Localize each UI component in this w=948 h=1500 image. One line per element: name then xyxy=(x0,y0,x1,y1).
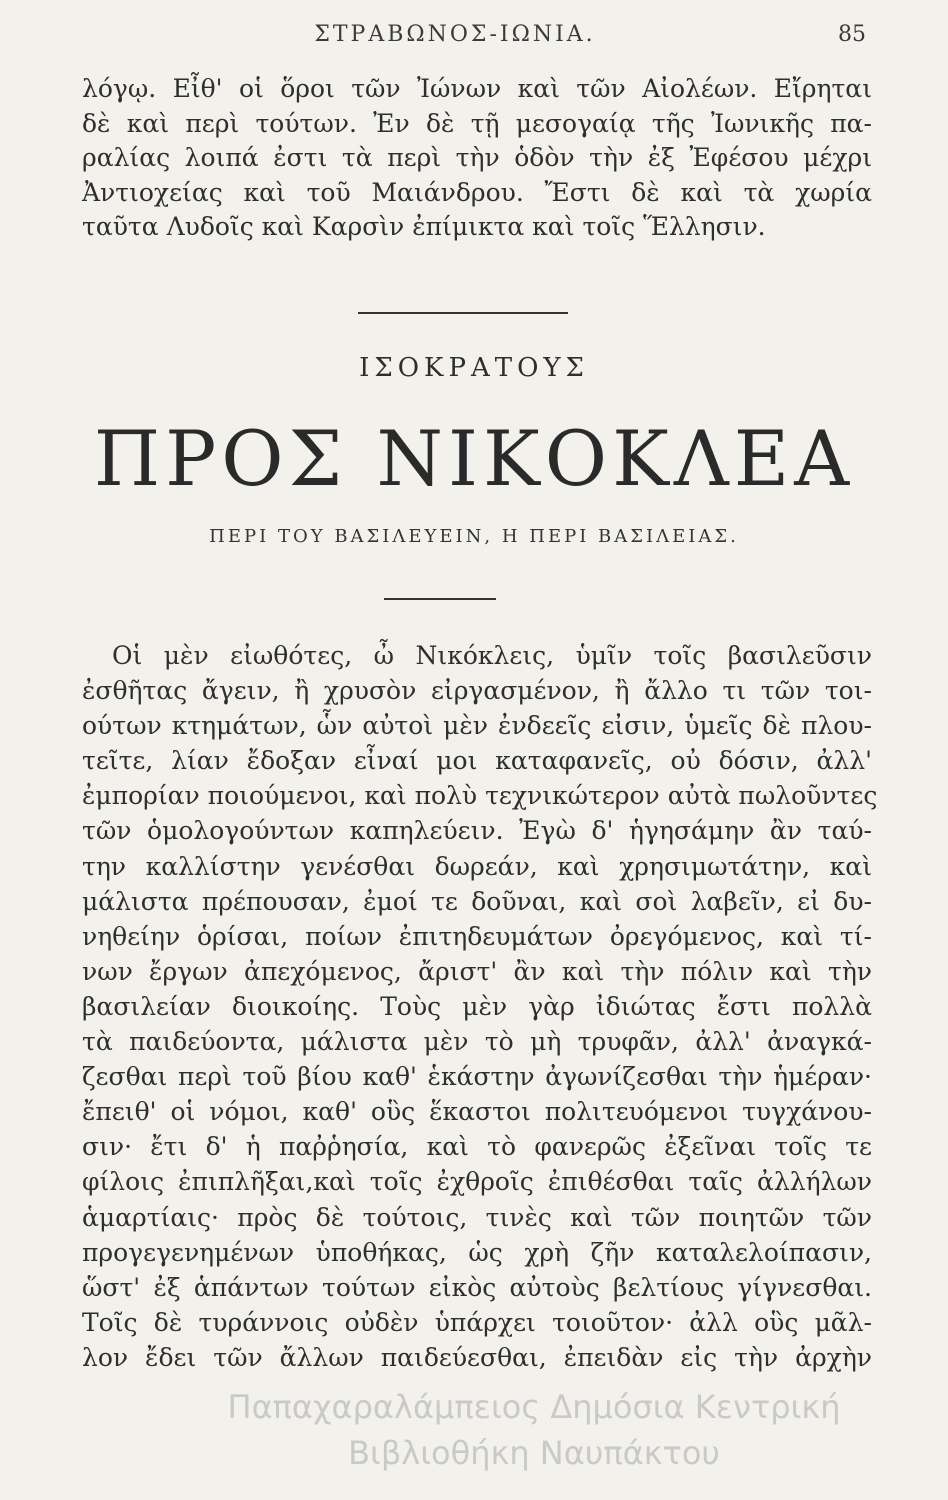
body-text xyxy=(82,638,878,1375)
text-line: δὲ καὶ περὶ τούτων. Ἐν δὲ τῇ μεσογαίᾳ τῆς Ἰωνικῆς πα- xyxy=(82,108,872,138)
text-line: σιν· ἔτι δ' ἡ παῤῥησία, καὶ τὸ φανερῶς ἐξεῖναι τοῖς τε xyxy=(82,1132,872,1162)
text-line: νηθείην ὁρίσαι, ποίων ἐπιτηδευμάτων ὀρεγόμενος, καὶ τί- xyxy=(82,921,872,951)
text-line: ἐμπορίαν ποιούμενοι, καὶ πολὺ τεχνικώτερον αὐτὰ πωλοῦντες xyxy=(82,781,878,811)
text-line: βασιλείαν διοικοίης. Τοὺς μὲν γὰρ ἰδιώτας ἔστι πολλὰ xyxy=(82,991,872,1021)
text-line: τεῖτε, λίαν ἔδοξαν εἶναί μοι καταφανεῖς, οὐ δόσιν, ἀλλ' xyxy=(82,746,872,776)
text-line: ἐσθῆτας ἄγειν, ἢ χρυσὸν εἰργασμένον, ἢ ἄλλο τι τῶν τοι- xyxy=(82,676,872,706)
text-line: μάλιστα πρέπουσαν, ἐμοί τε δοῦναι, καὶ σοὶ λαβεῖν, εἰ δυ- xyxy=(82,886,872,916)
section-divider xyxy=(358,312,568,314)
work-subtitle: ΠΕΡΙ ΤΟΥ ΒΑΣΙΛΕΥΕΙΝ, Η ΠΕΡΙ ΒΑΣΙΛΕΙΑΣ. xyxy=(209,526,739,547)
work-title: ΠΡΟΣ ΝΙΚΟΚΛΕΑ xyxy=(93,414,855,503)
text-line: ζεσθαι περὶ τοῦ βίου καθ' ἑκάστην ἀγωνίζεσθαι τὴν ἡμέραν· xyxy=(82,1062,872,1092)
text-line: ραλίας λοιπά ἐστι τὰ περὶ τὴν ὁδὸν τὴν ἐξ Ἐφέσου μέχρι xyxy=(82,143,872,172)
text-line: τὰ παιδεύοντα, μάλιστα μὲν τὸ μὴ τρυφᾶν, ἀλλ' ἀναγκά- xyxy=(82,1027,872,1057)
text-line: Οἱ μὲν εἰωθότες, ὦ Νικόκλεις, ὑμῖν τοῖς βασιλεῦσιν xyxy=(112,641,872,670)
text-line: ἁμαρτίαις· πρὸς δὲ τούτοις, τινὲς καὶ τῶν ποιητῶν τῶν xyxy=(82,1202,872,1232)
text-line: τῶν ὁμολογούντων καπηλεύειν. Ἐγὼ δ' ἡγησάμην ἂν ταύ- xyxy=(82,816,872,846)
previous-section-text xyxy=(82,72,872,245)
text-line: νων ἔργων ἀπεχόμενος, ἄριστ' ἂν καὶ τὴν πόλιν καὶ τὴν xyxy=(82,956,872,986)
watermark-line: Παπαχαραλάμπειος Δημόσια Κεντρική xyxy=(227,1388,841,1426)
text-line: ἔπειθ' οἱ νόμοι, καθ' οὓς ἕκαστοι πολιτευόμενοι τυγχάνου- xyxy=(82,1097,872,1127)
text-line: Ἀντιοχείας καὶ τοῦ Μαιάνδρου. Ἔστι δὲ καὶ τὰ χωρία xyxy=(82,177,872,207)
text-line: ταῦτα Λυδοῖς καὶ Καρσὶν ἐπίμικτα καὶ τοῖς Ἕλλησιν. xyxy=(82,212,766,241)
watermark-line: Βιβλιοθήκη Ναυπάκτου xyxy=(348,1434,720,1472)
page-number: 85 xyxy=(838,22,866,47)
text-line: ὥστ' ἐξ ἁπάντων τούτων εἰκὸς αὐτοὺς βελτίους γίγνεσθαι. xyxy=(82,1272,872,1302)
text-line: φίλοις ἐπιπλῆξαι,καὶ τοῖς ἐχθροῖς ἐπιθέσθαι ταῖς ἀλλήλων xyxy=(82,1167,872,1197)
text-line: προγεγενημένων ὑποθήκας, ὡς χρὴ ζῆν καταλελοίπασιν, xyxy=(82,1237,872,1267)
text-line: την καλλίστην γενέσθαι δωρεάν, καὶ χρησιμωτάτην, καὶ xyxy=(82,851,872,881)
title-divider xyxy=(384,598,496,600)
text-line: λόγῳ. Εἶθ' οἱ ὅροι τῶν Ἰώνων καὶ τῶν Αἰολέων. Εἴρηται xyxy=(82,74,872,103)
library-watermark xyxy=(0,1384,948,1476)
text-line: ούτων κτημάτων, ὧν αὐτοὶ μὲν ἐνδεεῖς εἰσιν, ὑμεῖς δὲ πλου- xyxy=(82,711,872,741)
text-line: Τοῖς δὲ τυράννοις οὐδὲν ὑπάρχει τοιοῦτον· ἀλλ οὓς μᾶλ- xyxy=(82,1307,872,1337)
running-header: ΣΤΡΑΒΩΝΟΣ-ΙΩΝΙΑ. xyxy=(314,22,596,47)
author-heading: ΙΣΟΚΡΑΤΟΥΣ xyxy=(359,353,589,383)
text-line: λον ἔδει τῶν ἄλλων παιδεύεσθαι, ἐπειδὰν εἰς τὴν ἀρχὴν xyxy=(82,1342,872,1372)
